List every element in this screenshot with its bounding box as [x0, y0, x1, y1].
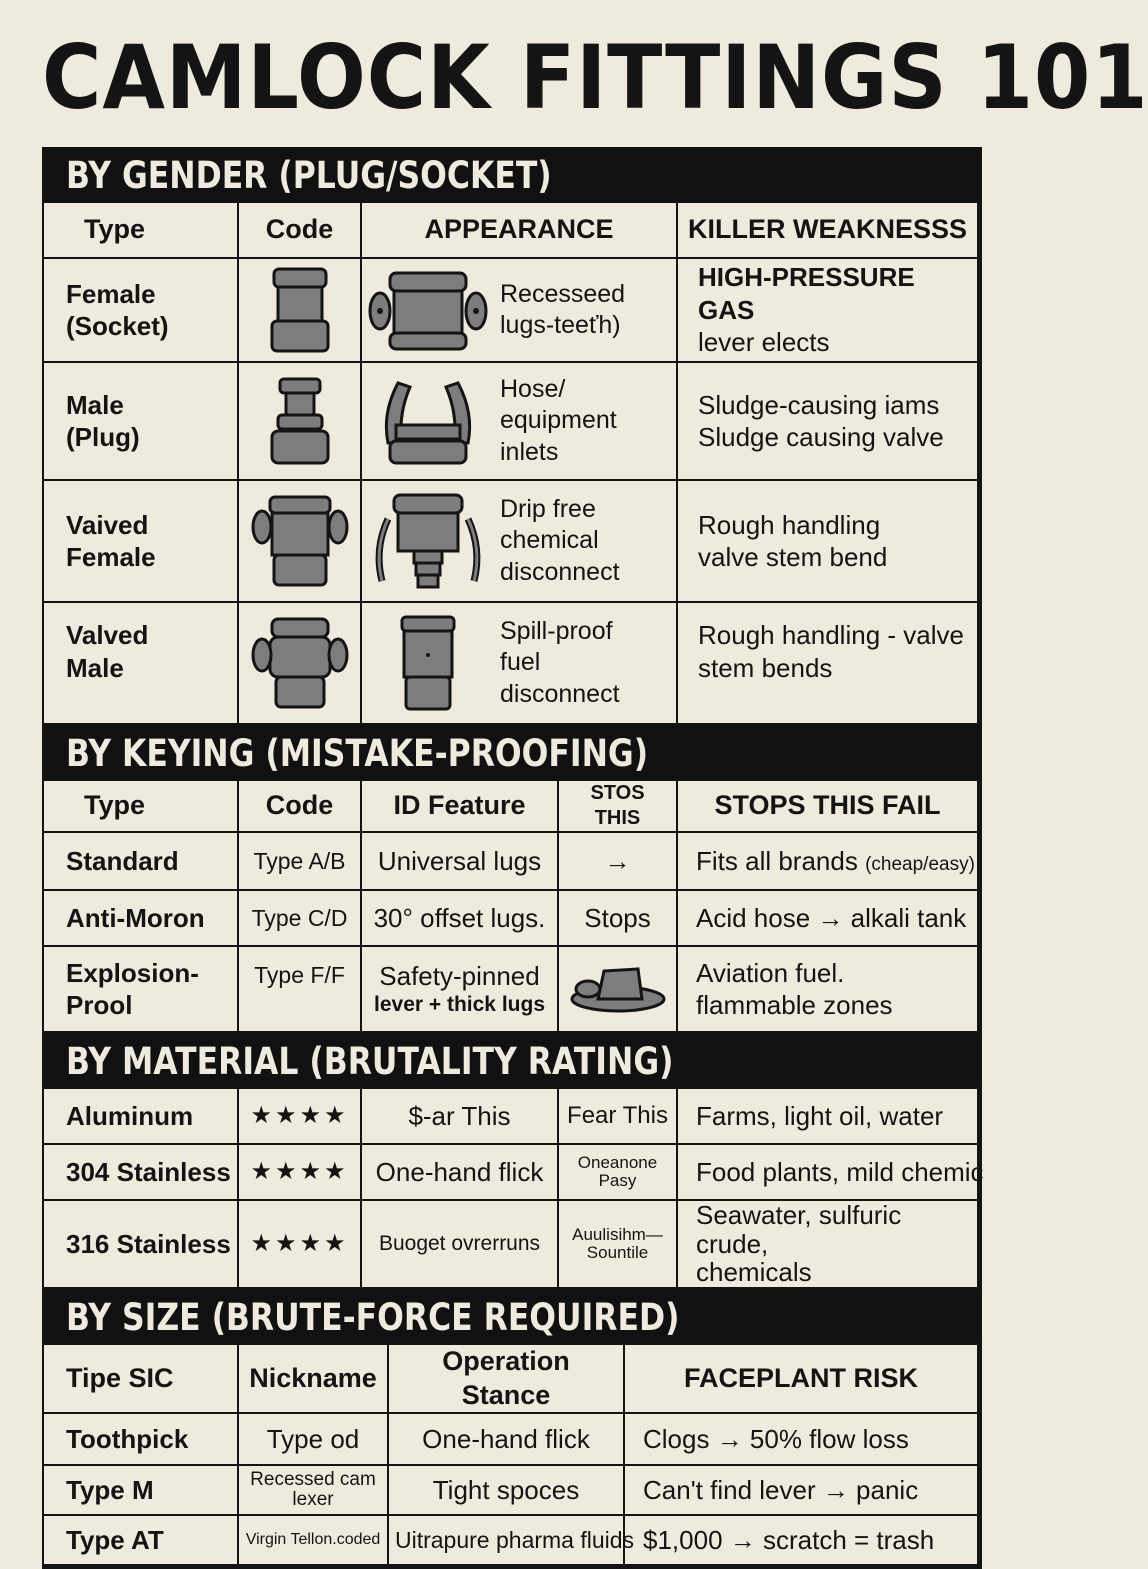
table-row [43, 832, 978, 890]
stops-cell: Stops [558, 890, 677, 946]
col-header-stops-this-fail: STOPS THIS FAIL [677, 780, 978, 832]
code-cell [238, 258, 361, 362]
keying-table [42, 779, 979, 1033]
appearance-text: Recesseed lugs-teeťh) [500, 279, 626, 339]
icon-cell [558, 946, 677, 1032]
type-cell: Male (Plug) [43, 362, 238, 480]
type-cell: Anti-Moron [43, 890, 238, 946]
weakness-cell [677, 480, 978, 602]
col-header-nickname: Nickname [238, 1344, 388, 1414]
appearance-text: Spill-proof fuel disconnect [500, 617, 620, 708]
type-cell: Standard [43, 832, 238, 890]
material-col3-cell: $-ar This [361, 1088, 558, 1144]
risk-cell: Clogs → 50% flow loss [624, 1413, 978, 1465]
weakness-cell [677, 602, 978, 724]
fail-text: Fits all brands [696, 845, 858, 876]
type-cell: Explosion- Prool [43, 946, 238, 1032]
stance-cell: Uitrapure pharma fluids [388, 1515, 624, 1565]
plug-fitting-icon [268, 375, 332, 467]
type-cell: Vaived Female [43, 480, 238, 602]
coupler-with-arms-icon [368, 489, 488, 593]
col-header-weakness: KILLER WEAKNESSS [677, 202, 978, 258]
col-header-id-feature: ID Feature [361, 780, 558, 832]
nickname-cell: Virgin Tellon.coded [238, 1515, 388, 1565]
section-heading-keying: BY KEYING (MISTAKE-PROOFING) [42, 725, 979, 779]
material-col3-cell: Buoget ovrerruns [361, 1200, 558, 1288]
nickname-cell: Recessed cam lexer [238, 1465, 388, 1515]
weakness-cell [677, 362, 978, 480]
feature-cell: 30° offset lugs. [361, 890, 558, 946]
stance-cell: One-hand flick [388, 1413, 624, 1465]
type-cell: Toothpick [43, 1413, 238, 1465]
table-row [43, 946, 978, 1032]
weakness-line: stem bends [698, 652, 833, 683]
material-use-cell: Farms, light oil, water [677, 1088, 978, 1144]
risk-cell: Can't find lever → panic [624, 1465, 978, 1515]
flat-fitting-icon [568, 959, 668, 1019]
type-cell: 316 Stainless [43, 1200, 238, 1288]
gender-table [42, 201, 979, 725]
weakness-line: Sludge-causing iams [698, 389, 940, 420]
col-header-type: Type [43, 202, 238, 258]
col-header-faceplant-risk: FACEPLANT RISK [624, 1344, 978, 1414]
appearance-cell [361, 480, 677, 602]
code-cell: Type C/D [238, 890, 361, 946]
weakness-line: Sludge causing valve [698, 422, 944, 452]
table-row [43, 890, 978, 946]
code-cell: Type F/F [238, 946, 361, 1032]
appearance-text: Drip free chemical disconnect [500, 495, 620, 586]
feature-line: Safety-pinned [379, 960, 540, 991]
type-cell: Valved Male [43, 602, 238, 724]
fail-cell: Aviation fuel. flammable zones [677, 946, 978, 1032]
type-cell: Female (Socket) [43, 258, 238, 362]
material-use-cell: Seawater, sulfuric crude, chemicals [677, 1200, 978, 1288]
type-cell: Aluminum [43, 1088, 238, 1144]
col-header-operation-stance: Operation Stance [388, 1344, 624, 1414]
stance-cell: Tight spoces [388, 1465, 624, 1515]
material-use-cell: Food plants, mild chemic [677, 1144, 978, 1200]
type-cell: Type M [43, 1465, 238, 1515]
fail-cell [677, 832, 978, 890]
feature-cell: Universal lugs [361, 832, 558, 890]
risk-cell: $1,000 → scratch = trash [624, 1515, 978, 1565]
section-heading-size: BY SIZE (BRUTE-FORCE REQUIRED) [42, 1289, 979, 1343]
material-table [42, 1087, 984, 1289]
cam-arms-icon [368, 373, 488, 469]
table-row [43, 1465, 978, 1515]
socket-fitting-icon [268, 265, 332, 355]
weakness-line: Rough handling - valve [698, 620, 964, 650]
col-header-appearance: APPEARANCE [361, 202, 677, 258]
reference-sheet [42, 147, 982, 1569]
type-cell: 304 Stainless [43, 1144, 238, 1200]
fail-note: (cheap/easy) [865, 853, 975, 875]
weakness-line: lever elects [698, 327, 830, 358]
table-row [43, 258, 978, 362]
code-cell [238, 362, 361, 480]
arrow-cell: → [558, 832, 677, 890]
table-header-row [43, 1344, 978, 1414]
size-table [42, 1343, 979, 1567]
appearance-text: Hose/ equipment inlets [500, 375, 617, 466]
weakness-line: valve stem bend [698, 542, 888, 572]
nickname-cell: Type od [238, 1413, 388, 1465]
rating-stars: ★★★★ [238, 1200, 361, 1288]
weakness-cell [677, 258, 978, 362]
valved-male-icon [250, 613, 350, 713]
feature-cell [361, 946, 558, 1032]
col-header-type: Tipe SIC [43, 1344, 238, 1414]
weakness-line: HIGH-PRESSURE GAS [698, 262, 915, 325]
lugged-socket-icon [368, 267, 488, 353]
cylinder-fitting-icon [368, 611, 488, 715]
col-header-code: Code [238, 780, 361, 832]
table-row [43, 1515, 978, 1565]
type-cell: Type AT [43, 1515, 238, 1565]
appearance-cell [361, 602, 677, 724]
weakness-line: Rough handling [698, 509, 881, 540]
feature-line: lever + thick lugs [374, 993, 545, 1017]
col-header-code: Code [238, 202, 361, 258]
fail-cell: Acid hose → alkali tank [677, 890, 978, 946]
appearance-cell [361, 258, 677, 362]
rating-stars: ★★★★ [238, 1088, 361, 1144]
section-heading-material: BY MATERIAL (BRUTALITY RATING) [42, 1033, 979, 1087]
material-col4-cell: Oneanone Pasy [558, 1144, 677, 1200]
table-row [43, 480, 978, 602]
table-row [43, 362, 978, 480]
table-header-row [43, 780, 978, 832]
table-row [43, 1088, 978, 1144]
col-header-type: Type [43, 780, 238, 832]
page-title: CAMLOCK FITTINGS 101 [42, 26, 1148, 129]
col-header-stos-this: STOS THIS [558, 780, 677, 832]
code-cell [238, 602, 361, 724]
material-col3-cell: One-hand flick [361, 1144, 558, 1200]
valved-female-icon [250, 491, 350, 591]
section-heading-gender: BY GENDER (PLUG/SOCKET) [42, 147, 979, 201]
table-row [43, 602, 978, 724]
rating-stars: ★★★★ [238, 1144, 361, 1200]
material-col4-cell: Fear This [558, 1088, 677, 1144]
table-row [43, 1413, 978, 1465]
material-col4-cell: Auulisihm— Sountile [558, 1200, 677, 1288]
appearance-cell [361, 362, 677, 480]
table-row [43, 1144, 978, 1200]
code-cell: Type A/B [238, 832, 361, 890]
table-header-row [43, 202, 978, 258]
table-row [43, 1200, 978, 1288]
code-cell [238, 480, 361, 602]
